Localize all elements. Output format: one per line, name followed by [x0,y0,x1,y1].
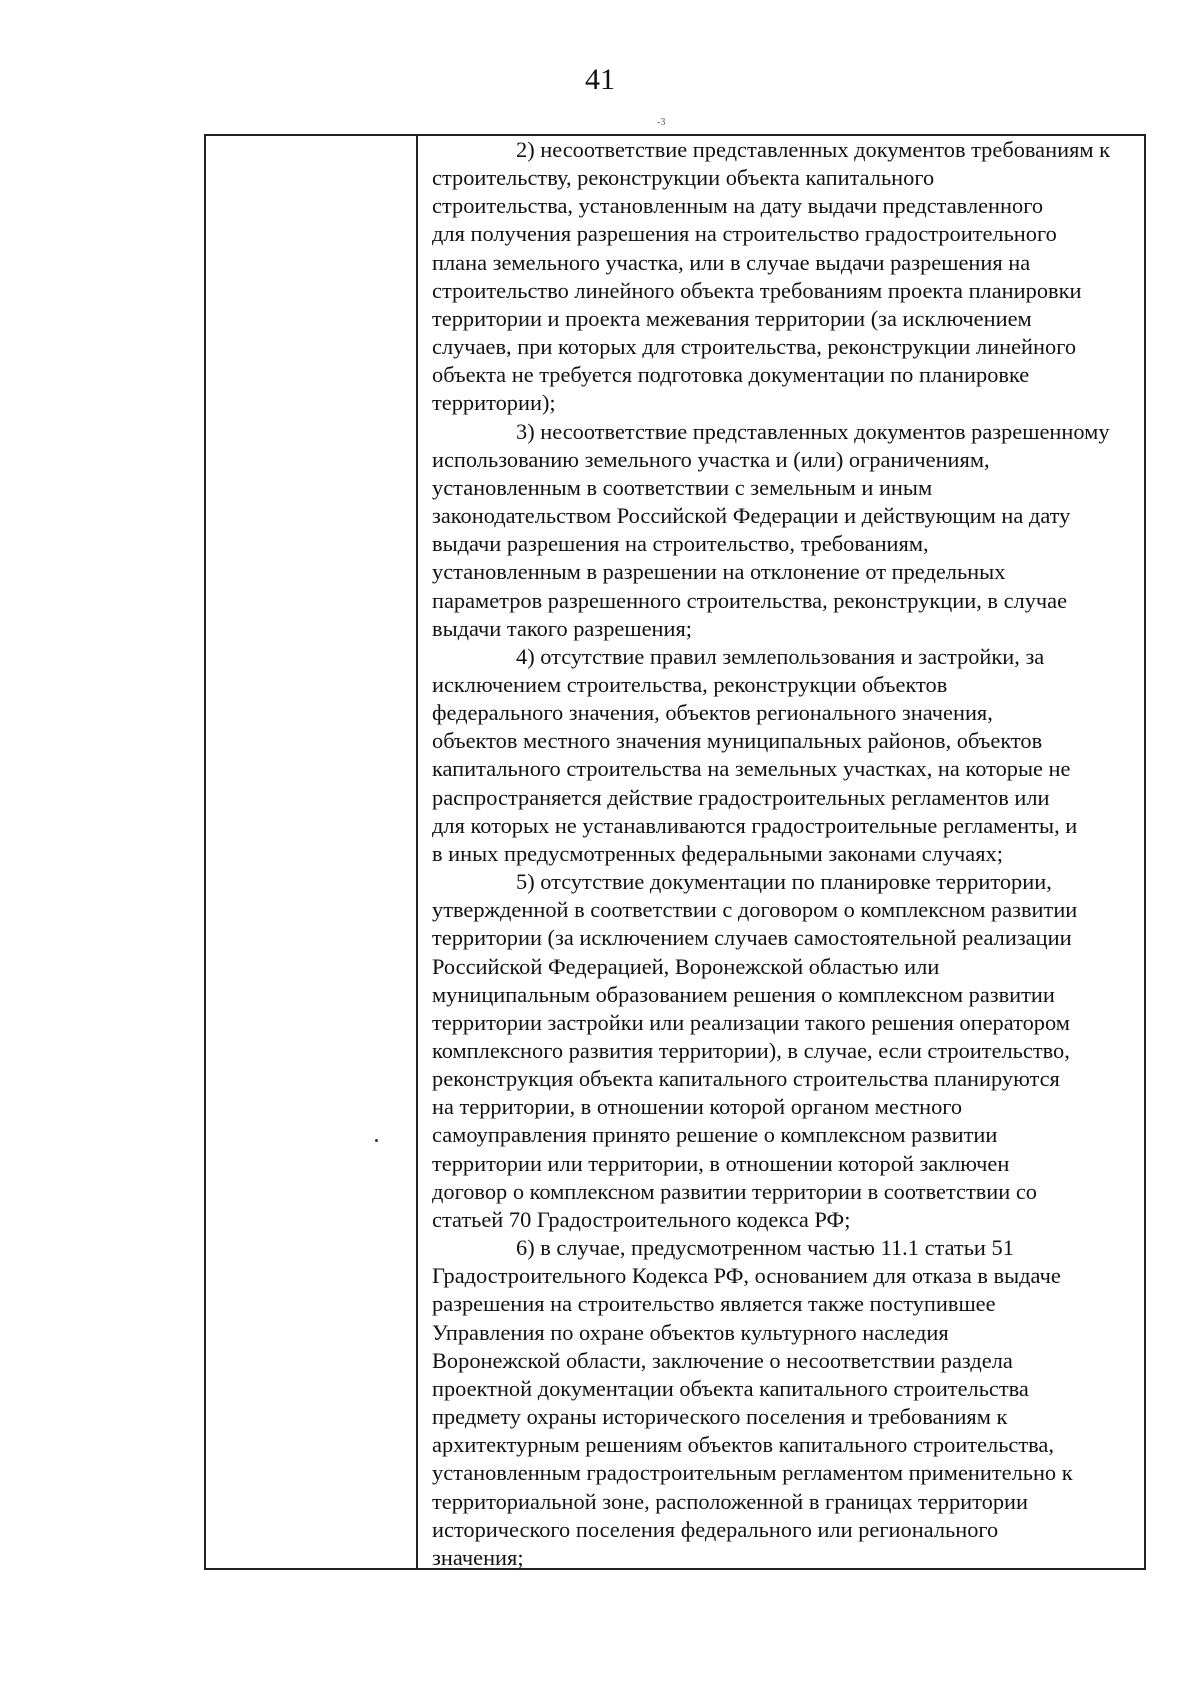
text-line: 5) отсутствие документации по планировке территории, [516,869,1052,895]
text-line: территориальной зоне, расположенной в границах территории [432,1488,1028,1514]
text-line: договор о комплексном развитии территории в соответствии со [432,1178,1037,1204]
text-line: территории (за исключением случаев самостоятельной реализации [432,925,1072,951]
paragraph-item-3 [432,418,1134,643]
text-line: Управления по охране объектов культурного наследия [432,1319,949,1345]
text-line: выдачи разрешения на строительство, требованиям, [432,531,929,557]
text-line: статьей 70 Градостроительного кодекса РФ; [432,1206,851,1232]
text-line: объектов местного значения муниципальных районов, объектов [432,728,1043,754]
paragraph-item-2 [432,136,1134,418]
text-line: в иных предусмотренных федеральными законами случаях; [432,840,1003,866]
text-line: территории застройки или реализации такого решения оператором [432,1009,1070,1035]
text-line: плана земельного участка, или в случае выдачи разрешения на [432,249,1031,275]
paragraph-item-5 [432,868,1134,1234]
text-line: выдачи такого разрешения; [432,615,693,641]
table-right-cell [418,136,1144,1568]
text-line: капитального строительства на земельных участках, на которые не [432,756,1071,782]
text-line: строительству, реконструкции объекта капитального [432,165,935,191]
page-number: 41 [585,63,615,96]
text-line: для получения разрешения на строительство градостроительного [432,221,1057,247]
table-left-cell [206,136,418,1568]
text-line: параметров разрешенного строительства, реконструкции, в случае [432,587,1068,613]
paragraph-item-6 [432,1234,1134,1572]
text-line: утвержденной в соответствии с договором о комплексном развитии [432,897,1078,923]
stray-dot [375,1139,378,1142]
text-line: значения; [432,1544,524,1570]
text-line: случаев, при которых для строительства, реконструкции линейного [432,334,1077,360]
text-line: территории или территории, в отношении которой заключен [432,1150,1010,1176]
text-line: территории); [432,390,556,416]
text-line: строительства, установленным на дату выдачи представленного [432,193,1044,219]
text-line: федерального значения, объектов регионального значения, [432,700,993,726]
text-line: Воронежской области, заключение о несоответствии раздела [432,1347,1013,1373]
text-line: 6) в случае, предусмотренном частью 11.1 статьи 51 [516,1235,1014,1261]
text-line: объекта не требуется подготовка документации по планировке [432,362,1030,388]
text-line: предмету охраны исторического поселения и требованиям к [432,1404,1008,1430]
text-line: реконструкция объекта капитального строительства планируются [432,1066,1060,1092]
text-line: разрешения на строительство является также поступившее [432,1291,996,1317]
text-line: 2) несоответствие представленных документов требованиям к [516,137,1111,162]
text-line: муниципальным образованием решения о комплексном развитии [432,981,1055,1007]
text-line: Градостроительного Кодекса РФ, основанием для отказа в выдаче [432,1263,1061,1289]
text-line: установленным в соответствии с земельным и иным [432,474,933,500]
document-table [204,134,1146,1570]
paragraph-item-4 [432,643,1134,868]
text-line: строительство линейного объекта требованиям проекта планировки [432,277,1082,303]
scan-mark: -3 [657,117,666,128]
text-line: самоуправления принято решение о комплексном развитии [432,1122,998,1148]
text-line: на территории, в отношении которой органом местного [432,1094,963,1120]
text-line: для которых не устанавливаются градостроительные регламенты, и [432,812,1078,838]
text-line: законодательством Российской Федерации и действующим на дату [432,503,1071,529]
text-line: установленным в разрешении на отклонение от предельных [432,559,1006,585]
text-line: использованию земельного участка и (или) ограничениям, [432,446,990,472]
text-line: исторического поселения федерального или регионального [432,1516,999,1542]
text-line: Российской Федерацией, Воронежской областью или [432,953,940,979]
text-line: территории и проекта межевания территории (за исключением [432,305,1032,331]
text-line: архитектурным решениям объектов капитального строительства, [432,1432,1054,1458]
text-line: исключением строительства, реконструкции объектов [432,671,948,697]
text-line: 3) несоответствие представленных документов разрешенному [516,418,1110,444]
text-line: проектной документации объекта капитального строительства [432,1375,1029,1401]
text-line: распространяется действие градостроительных регламентов или [432,784,1050,810]
text-line: установленным градостроительным регламентом применительно к [432,1460,1073,1486]
text-line: комплексного развития территории), в случае, если строительство, [432,1038,1070,1063]
text-line: 4) отсутствие правил землепользования и застройки, за [516,643,1045,669]
